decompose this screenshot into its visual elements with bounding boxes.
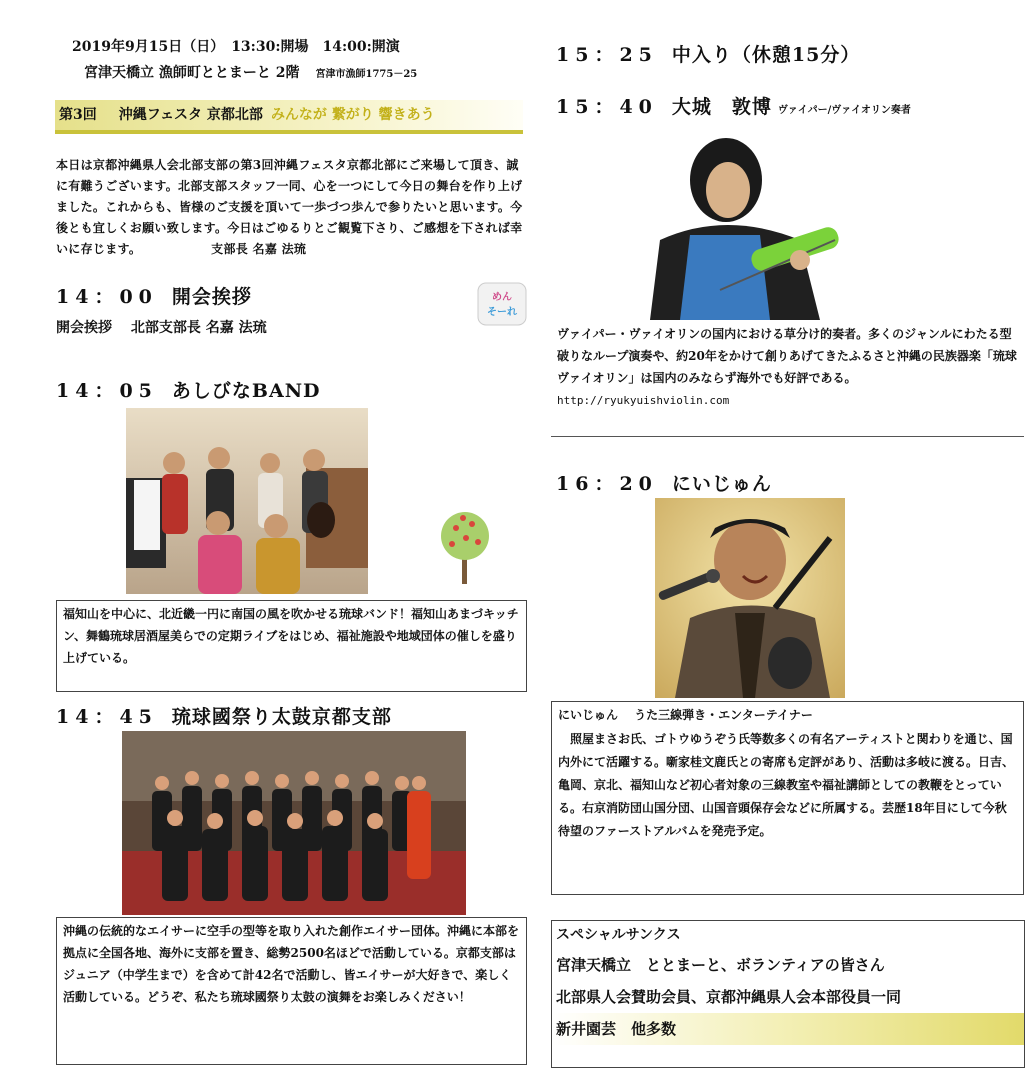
program-6-description-box bbox=[551, 701, 1024, 895]
program-4-time: 15：25 bbox=[556, 44, 658, 66]
special-thanks-title: スペシャルサンクス bbox=[556, 927, 681, 943]
program-5-description-text: ヴァイパー・ヴァイオリンの国内における草分け的奏者。多くのジャンルにわたる型破りなループ演奏や、約20年をかけて創りあげてきたふるさと沖縄の民族器楽「琉球ヴァイオリン」は国内のみならず海外でも好評である。 bbox=[557, 327, 1017, 385]
program-3-description: 沖縄の伝統的なエイサーに空手の型等を取り入れた創作エイサー団体。沖縄に本部を拠点に全国各地、海外に支部を置き、総勢2500名ほどで活動している。京都支部はジュニア（中学生まで）を含めて計42名で活動し、皆エイサーが大好きで、楽しく活動している。どうぞ、私たち琉球國祭り太鼓の演舞をお楽しみください！ bbox=[56, 917, 527, 1065]
program-2-title: あしびなBAND bbox=[171, 380, 321, 402]
violinist-website-link[interactable]: http://ryukyuishviolin.com bbox=[557, 394, 730, 407]
venue-address: 宮津市漁師1775－25 bbox=[315, 69, 418, 80]
program-1-heading bbox=[56, 282, 252, 309]
program-2-description: 福知山を中心に、北近畿一円に南国の風を吹かせる琉球バンド！福知山あまづキッチン、舞鶴琉球居酒屋美らでの定期ライブをはじめ、福祉施設や地域団体の催しを盛り上げている。 bbox=[56, 600, 527, 692]
program-6-heading bbox=[556, 469, 772, 496]
program-3-title: 琉球國祭り太鼓京都支部 bbox=[171, 706, 392, 728]
program-3-heading bbox=[56, 702, 392, 729]
special-thanks-box bbox=[551, 920, 1025, 1068]
program-4-title: 中入り（休憩15分） bbox=[671, 44, 861, 66]
sanshin-player-photo bbox=[655, 498, 845, 698]
program-6-time: 16：20 bbox=[556, 473, 658, 495]
program-1-title: 開会挨拶 bbox=[171, 286, 252, 308]
venue-name: 宮津天橋立 漁師町ととまーと 2階 bbox=[84, 65, 300, 81]
program-1-detail: 開会挨拶 北部支部長 名嘉 法琉 bbox=[56, 320, 267, 336]
program-5-time: 15：40 bbox=[556, 96, 658, 118]
banner-title: 沖縄フェスタ 京都北部 bbox=[118, 107, 263, 123]
program-6-role: にいじゅん うた三線弾き・エンターテイナー bbox=[558, 708, 813, 722]
svg-text:めん: めん bbox=[492, 292, 512, 303]
special-thanks-line-2: 北部県人会賛助会員、京都沖縄県人会本部役員一同 bbox=[556, 988, 902, 1006]
program-5-heading bbox=[556, 92, 911, 119]
greeting-paragraph bbox=[56, 155, 526, 260]
event-venue bbox=[84, 62, 417, 82]
program-6-description: 照屋まさお氏、ゴトウゆうぞう氏等数多くの有名アーティストと関わりを通じ、国内外にて活躍する。噺家桂文鹿氏との寄席も定評があり、活動は多岐に渡る。日吉、亀岡、京北、福知山など初心者対象の三線教室や福祉講師としての教鞭をとっている。右京消防団山国分団、山国音頭保存会などに所属する。芸歴18年目にして今秋待望のファーストアルバムを発売予定。 bbox=[558, 732, 1015, 838]
greeting-text: 本日は京都沖縄県人会北部支部の第3回沖縄フェスタ京都北部にご来場して頂き、誠に有難うございます。北部支部スタッフ一同、心を一つにして今日の舞台を作り上げました。これからも、皆様のご支援を頂いて一歩づつ歩んで参りたいと思います。今後とも宜しくお願い致します。今日はごゆるりとご観覧下さり、ご感想を下されば幸いに存じます。 bbox=[56, 158, 523, 256]
program-1-time: 14：00 bbox=[56, 286, 158, 308]
taiko-group-photo bbox=[122, 731, 466, 915]
program-4-heading bbox=[556, 40, 860, 67]
tree-icon bbox=[436, 506, 494, 586]
festival-banner bbox=[55, 100, 523, 134]
program-6-title: にいじゅん bbox=[671, 473, 772, 495]
program-3-time: 14：45 bbox=[56, 706, 158, 728]
program-5-title: 大城 敦博 bbox=[671, 96, 772, 118]
mensore-logo bbox=[477, 282, 527, 326]
banner-edition: 第3回 bbox=[59, 107, 97, 123]
svg-text:そーれ: そーれ bbox=[487, 307, 517, 318]
banner-slogan: みんなが 繋がり 響きあう bbox=[270, 107, 435, 123]
program-5-description bbox=[551, 321, 1024, 437]
event-date-time: 2019年9月15日（日） 13:30:開場 14:00:開演 bbox=[72, 39, 400, 55]
program-2-time: 14：05 bbox=[56, 380, 158, 402]
greeting-signature: 支部長 名嘉 法琉 bbox=[211, 242, 307, 256]
program-2-heading bbox=[56, 376, 321, 403]
program-5-subtitle: ヴァイパー/ヴァイオリン奏者 bbox=[777, 105, 911, 116]
violinist-photo bbox=[630, 120, 858, 320]
special-thanks-line-3: 新井園芸 他多数 bbox=[552, 1013, 1024, 1045]
special-thanks-line-1: 宮津天橋立 ととまーと、ボランティアの皆さん bbox=[556, 956, 885, 974]
ashibina-band-photo bbox=[126, 408, 368, 594]
